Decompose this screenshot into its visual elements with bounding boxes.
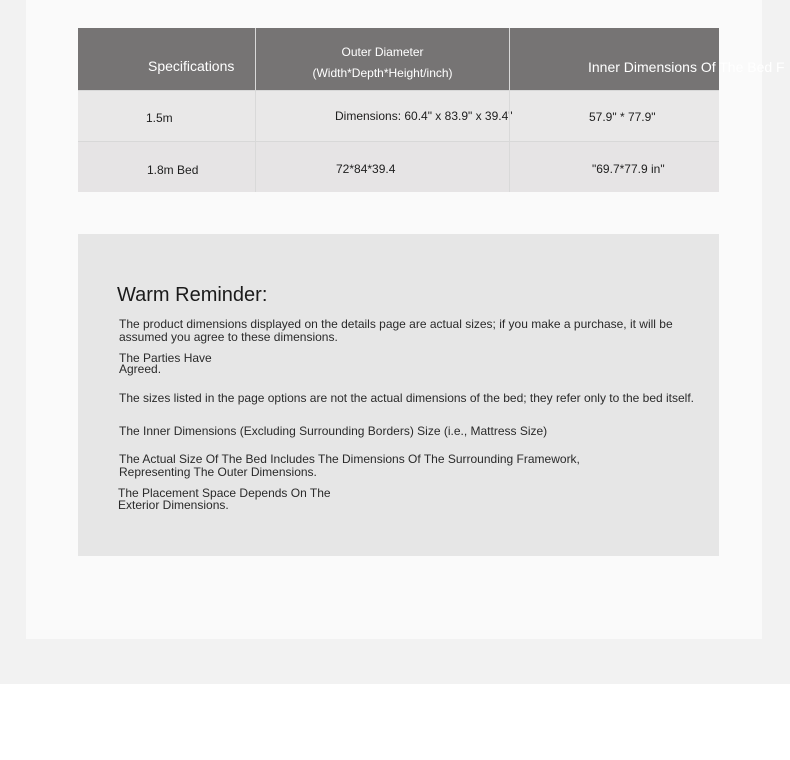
reminder-line-text: The product dimensions displayed on the details page are actual sizes; if you make a purchase, it will be — [119, 317, 673, 331]
reminder-line-actual-size — [119, 453, 580, 479]
reminder-line-text: The Placement Space Depends On The — [118, 486, 331, 500]
header-specifications: Specifications — [148, 58, 235, 74]
header-outer-line1: Outer Diameter — [341, 45, 424, 59]
cell-inner — [509, 142, 719, 192]
reminder-line-text: Exterior Dimensions. — [118, 498, 229, 512]
cell-outer — [255, 91, 513, 141]
header-cell-inner-dimensions — [509, 28, 785, 90]
reminder-line-text: The Parties Have — [119, 351, 212, 365]
cell-spec — [78, 91, 255, 141]
header-inner-dimensions: Inner Dimensions Of The Bed F — [588, 59, 785, 75]
row-inner: "69.7*77.9 in" — [592, 162, 665, 176]
header-cell-outer-diameter — [255, 28, 509, 90]
row-outer: Dimensions: 60.4" x 83.9" x 39.4" — [335, 109, 513, 123]
reminder-line-text: assumed you agree to these dimensions. — [119, 330, 338, 344]
cell-outer — [255, 142, 509, 192]
reminder-line-text: Agreed. — [119, 362, 162, 376]
reminder-line-inner: The Inner Dimensions (Excluding Surrounding Borders) Size (i.e., Mattress Size) — [119, 424, 548, 438]
row-spec: 1.5m — [146, 111, 173, 125]
reminder-line-dimensions — [119, 318, 673, 344]
header-outer-line2: (Width*Depth*Height/inch) — [312, 66, 453, 80]
table-row — [78, 90, 719, 141]
header-outer-diameter — [256, 42, 509, 84]
cell-spec — [78, 142, 255, 192]
reminder-line-text: Representing The Outer Dimensions. — [119, 465, 317, 479]
row-inner: 57.9" * 77.9" — [589, 110, 656, 124]
cell-inner — [509, 91, 719, 141]
reminder-title: Warm Reminder: — [117, 284, 268, 306]
row-outer: 72*84*39.4 — [336, 162, 396, 176]
row-spec: 1.8m Bed — [147, 163, 199, 177]
reminder-line-options: The sizes listed in the page options are not the actual dimensions of the bed; they refer only to the bed itself. — [119, 391, 695, 405]
reminder-line-text: The Actual Size Of The Bed Includes The Dimensions Of The Surrounding Framework, — [119, 452, 580, 466]
table-header-row — [78, 28, 785, 90]
specifications-table — [78, 28, 785, 192]
warm-reminder-panel — [78, 234, 719, 556]
header-cell-specifications — [78, 28, 255, 90]
reminder-line-agreed — [119, 353, 212, 375]
table-row — [78, 141, 719, 192]
reminder-line-placement — [118, 487, 331, 511]
